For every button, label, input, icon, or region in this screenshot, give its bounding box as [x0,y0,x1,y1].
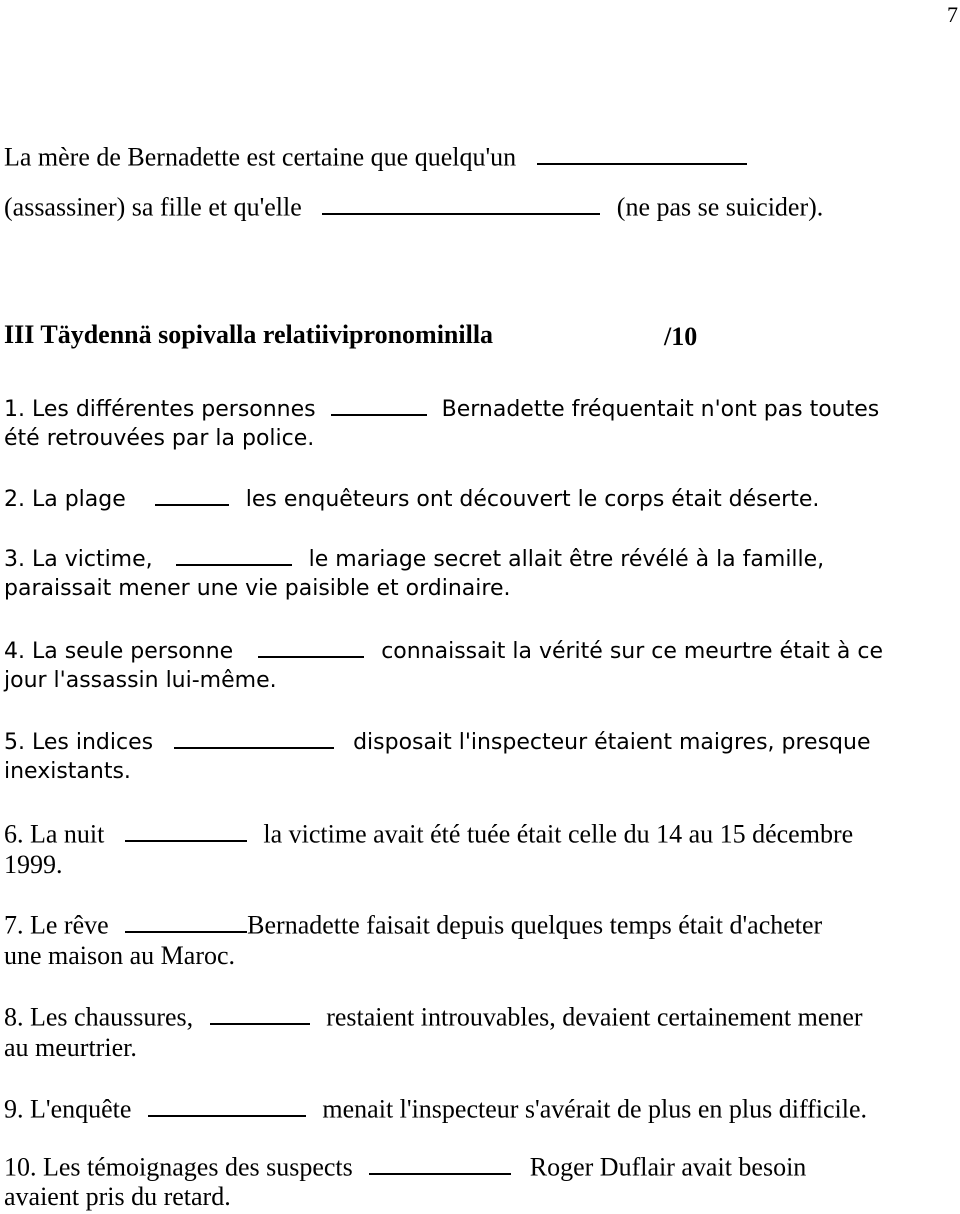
item-6-text-b: la victime avait été tuée était celle du 14 au 15 décembre [263,819,854,849]
item-4-text-c: jour l'assassin lui-même. [4,668,277,693]
item-2-text-b: les enquêteurs ont découvert le corps était déserte. [245,486,820,512]
item-6-text-c: 1999. [4,850,63,879]
item-5-line-2 [4,761,131,783]
item-7-text-c: une maison au Maroc. [4,941,236,970]
item-2-blank[interactable] [155,484,229,506]
item-1-text-b: Bernadette fréquentait n'ont pas toutes [441,396,880,422]
intro-text-3: (ne pas se suicider). [616,192,824,222]
item-4-text-b: connaissait la vérité sur ce meurtre était à ce [381,638,884,664]
answer-blank[interactable] [322,190,600,215]
item-3-line-1 [4,544,824,571]
item-8-text-b: restaient introuvables, devaient certainement mener [326,1002,863,1032]
item-10-text-c: avaient pris du retard. [4,1182,231,1211]
intro-text-1: La mère de Bernadette est certaine que quelqu'un [4,142,517,172]
item-10-text-a: 10. Les témoignages des suspects [4,1152,353,1182]
item-5-line-1 [4,727,871,754]
item-4-line-2 [4,670,277,692]
item-4-blank[interactable] [258,636,364,658]
item-4-line-1 [4,636,883,663]
item-3-text-b: le mariage secret allait être révélé à la famille, [308,546,825,572]
item-9-text-b: menait l'inspecteur s'avérait de plus en plus difficile. [322,1094,868,1124]
item-10-line-1 [4,1150,806,1180]
item-5-text-c: inexistants. [4,759,131,784]
answer-blank[interactable] [537,140,747,165]
item-1-text-c: été retrouvées par la police. [4,426,315,451]
item-3-blank[interactable] [176,544,292,566]
item-3-text-c: paraissait mener une vie paisible et ordinaire. [4,576,511,601]
section-title: III Täydennä sopivalla relatiivipronominilla [4,320,494,349]
intro-line-2 [4,190,823,220]
item-7-text-a: 7. Le rêve [4,910,109,940]
section-heading [4,322,493,348]
item-9-blank[interactable] [148,1092,306,1117]
item-1-line-2 [4,428,314,450]
intro-text-2: (assassiner) sa fille et qu'elle [4,192,302,222]
item-10-line-2 [4,1184,231,1210]
item-5-blank[interactable] [174,727,334,749]
item-6-blank[interactable] [125,817,247,842]
page-number: 7 [947,2,958,27]
item-2-text-a: 2. La plage [4,486,126,512]
intro-line-1 [4,140,747,170]
item-3-text-a: 3. La victime, [4,546,153,572]
item-8-text-a: 8. Les chaussures, [4,1002,194,1032]
item-6-line-2 [4,852,63,878]
item-8-line-2 [4,1035,137,1061]
item-1-text-a: 1. Les différentes personnes [4,396,316,422]
item-8-blank[interactable] [210,1000,310,1025]
item-9-line-1 [4,1092,867,1122]
item-6-text-a: 6. La nuit [4,819,105,849]
item-8-line-1 [4,1000,863,1030]
item-1-line-1 [4,394,879,421]
item-4-text-a: 4. La seule personne [4,638,234,664]
item-7-line-1 [4,908,822,938]
item-7-text-b: Bernadette faisait depuis quelques temps était d'acheter [247,910,823,940]
item-5-text-a: 5. Les indices [4,729,154,755]
section-points: /10 [664,322,698,351]
item-1-blank[interactable] [331,394,427,416]
item-6-line-1 [4,817,853,847]
item-10-blank[interactable] [369,1150,511,1175]
item-7-blank[interactable] [125,908,247,933]
item-5-text-b: disposait l'inspecteur étaient maigres, presque [353,729,871,755]
item-7-line-2 [4,943,235,969]
item-8-text-c: au meurtrier. [4,1033,137,1062]
item-9-text-a: 9. L'enquête [4,1094,132,1124]
item-10-text-b: Roger Duflair avait besoin [529,1152,807,1182]
item-3-line-2 [4,578,511,600]
item-2-line-1 [4,484,819,511]
